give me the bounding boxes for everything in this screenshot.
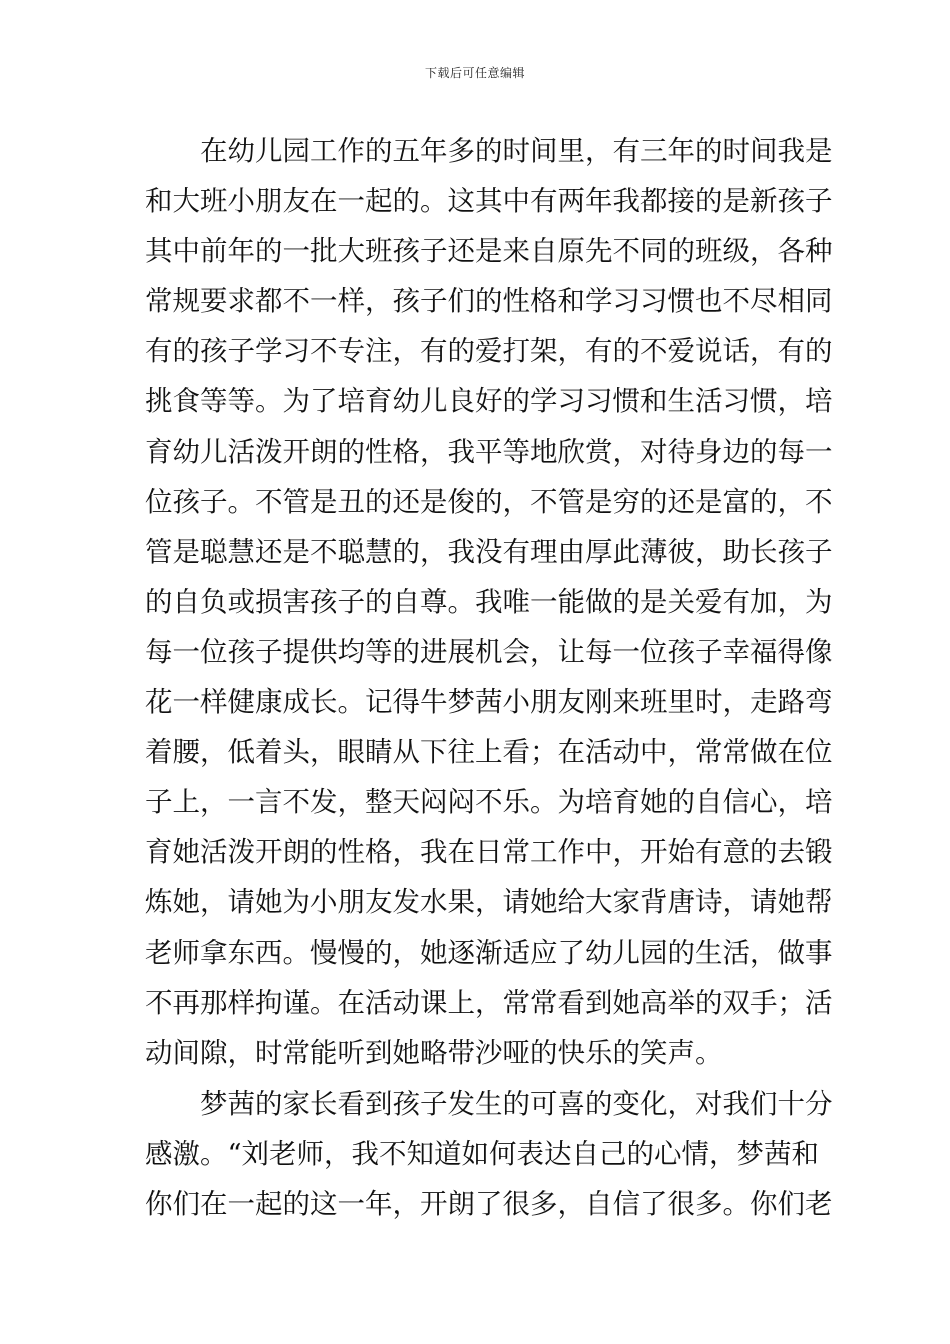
- text-line: 每一位孩子提供均等的进展机会，让每一位孩子幸福得像: [145, 635, 833, 668]
- text-line: 不再那样拘谨。在活动课上，常常看到她高举的双手；活: [145, 986, 833, 1019]
- text-line: 着腰，低着头，眼睛从下往上看；在活动中，常常做在位: [145, 736, 833, 769]
- body-text: [145, 126, 833, 1229]
- text-line: 位孩子。不管是丑的还是俊的，不管是穷的还是富的，不: [145, 485, 833, 518]
- text-line: 感激。“刘老师，我不知道如何表达自己的心情，梦茜和: [145, 1137, 820, 1170]
- text-line: 子上，一言不发，整天闷闷不乐。为培育她的自信心，培: [145, 786, 833, 819]
- text-line: 育她活泼开朗的性格，我在日常工作中，开始有意的去锻: [145, 836, 833, 869]
- text-line: 的自负或损害孩子的自尊。我唯一能做的是关爱有加，为: [145, 585, 833, 618]
- text-line: 在幼儿园工作的五年多的时间里，有三年的时间我是: [145, 135, 833, 167]
- text-line: 其中前年的一批大班孩子还是来自原先不同的班级，各种: [145, 235, 833, 268]
- text-line: 炼她，请她为小朋友发水果，请她给大家背唐诗，请她帮: [145, 886, 833, 919]
- text-line: 动间隙，时常能听到她略带沙哑的快乐的笑声。: [145, 1036, 723, 1069]
- text-line: 育幼儿活泼开朗的性格，我平等地欣赏，对待身边的每一: [145, 435, 833, 468]
- text-line: 有的孩子学习不专注，有的爱打架，有的不爱说话，有的: [145, 335, 833, 368]
- text-line: 你们在一起的这一年，开朗了很多，自信了很多。你们老: [145, 1187, 833, 1220]
- text-line: 管是聪慧还是不聪慧的，我没有理由厚此薄彼，助长孩子: [145, 535, 833, 568]
- text-line: 常规要求都不一样，孩子们的性格和学习习惯也不尽相同: [145, 285, 833, 318]
- paragraph-2: [145, 1079, 833, 1229]
- text-line: 老师拿东西。慢慢的，她逐渐适应了幼儿园的生活，做事: [145, 936, 833, 969]
- text-line: 挑食等等。为了培育幼儿良好的学习习惯和生活习惯，培: [145, 385, 833, 418]
- paragraph-1: [145, 126, 833, 1078]
- header-note: 下载后可任意编辑: [424, 66, 525, 80]
- text-line: 花一样健康成长。记得牛梦茜小朋友刚来班里时，走路弯: [145, 686, 833, 719]
- text-line: 梦茜的家长看到孩子发生的可喜的变化，对我们十分: [145, 1087, 833, 1120]
- text-line: 和大班小朋友在一起的。这其中有两年我都接的是新孩子: [145, 185, 833, 218]
